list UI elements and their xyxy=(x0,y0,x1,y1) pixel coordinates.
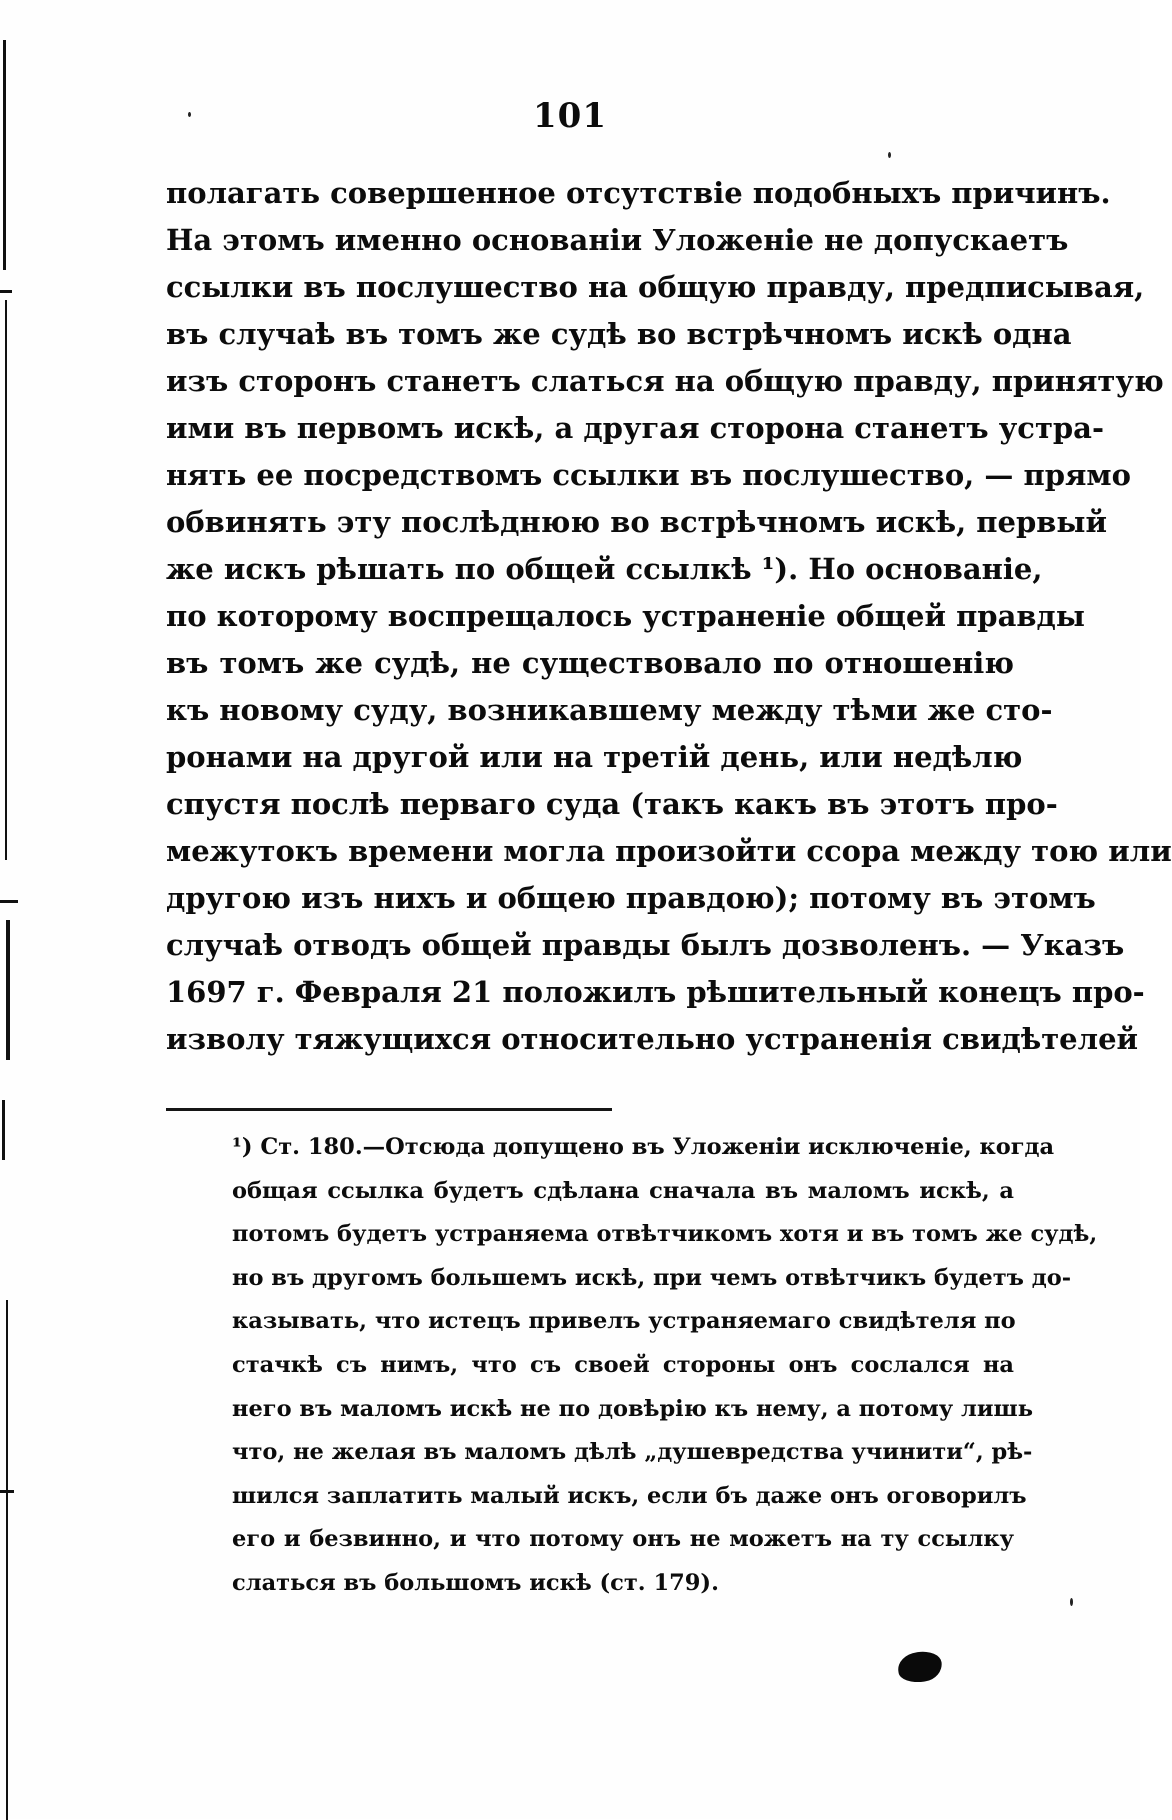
body-line: изъ сторонъ станетъ слаться на общую правду, принятую xyxy=(166,364,1164,398)
body-line: по которому воспрещалось устраненіе общей правды xyxy=(166,599,1085,633)
body-line: нять ее посредствомъ ссылки въ послушество, — прямо xyxy=(166,458,1131,492)
binding-edge-mark xyxy=(6,1300,8,1820)
binding-edge-mark xyxy=(0,290,12,293)
binding-edge-mark xyxy=(0,1490,14,1493)
binding-edge-mark xyxy=(5,300,7,860)
binding-edge-mark xyxy=(6,920,10,1060)
footnote-line: него въ маломъ искѣ не по довѣрію къ нему, а потому лишь xyxy=(232,1395,1033,1422)
body-line: случаѣ отводъ общей правды былъ дозволенъ. — Указъ xyxy=(166,928,1125,962)
body-line: другою изъ нихъ и общею правдою); потому въ этомъ xyxy=(166,881,1096,915)
body-line: ссылки въ послушество на общую правду, предписывая, xyxy=(166,270,1145,304)
body-line: ими въ первомъ искѣ, а другая сторона станетъ устра- xyxy=(166,411,1105,445)
ink-speck xyxy=(888,152,891,158)
ink-speck xyxy=(188,112,191,117)
footnote-line: но въ другомъ большемъ искѣ, при чемъ отвѣтчикъ будетъ до- xyxy=(232,1264,1072,1291)
ink-blot xyxy=(896,1649,944,1685)
body-line: ронами на другой или на третій день, или недѣлю xyxy=(166,740,1023,774)
body-line: На этомъ именно основаніи Уложеніе не допускаетъ xyxy=(166,223,1069,257)
body-line: спустя послѣ перваго суда (такъ какъ въ этотъ про- xyxy=(166,787,1058,821)
footnote-line: общая ссылка будетъ сдѣлана сначала въ маломъ искѣ, а xyxy=(232,1177,1014,1204)
ink-speck xyxy=(1070,1598,1073,1606)
body-line: обвинять эту послѣднюю во встрѣчномъ искѣ, первый xyxy=(166,505,1107,539)
body-line: въ томъ же судѣ, не существовало по отношенію xyxy=(166,646,1014,680)
footnote-block xyxy=(232,1126,1098,1606)
footnote-line: шился заплатить малый искъ, если бъ даже онъ оговорилъ xyxy=(232,1482,1027,1509)
footnote-line: стачкѣ съ нимъ, что съ своей стороны онъ сослался на xyxy=(232,1351,1014,1378)
footnote-line: потомъ будетъ устраняема отвѣтчикомъ хотя и въ томъ же судѣ, xyxy=(232,1221,1098,1248)
footnote-separator xyxy=(166,1108,612,1111)
body-line: межутокъ времени могла произойти ссора между тою или xyxy=(166,834,1172,868)
body-line: къ новому суду, возникавшему между тѣми же сто- xyxy=(166,693,1053,727)
footnote-line: ¹) Ст. 180.—Отсюда допущено въ Уложеніи исключеніе, когда xyxy=(232,1134,1055,1160)
footnote-line: его и безвинно, и что потому онъ не можетъ на ту ссылку xyxy=(232,1526,1014,1553)
body-line: въ случаѣ въ томъ же судѣ во встрѣчномъ искѣ одна xyxy=(166,317,1072,351)
binding-edge-mark xyxy=(2,1100,5,1160)
footnote-line: слаться въ большомъ искѣ (ст. 179). xyxy=(232,1569,719,1596)
binding-edge-mark xyxy=(0,900,18,903)
body-line: полагать совершенное отсутствіе подобныхъ причинъ. xyxy=(166,176,1111,210)
page-number: 101 xyxy=(533,96,607,136)
body-line: изволу тяжущихся относительно устраненія свидѣтелей xyxy=(166,1022,1139,1056)
body-text xyxy=(166,170,1172,1063)
footnote-line: что, не желая въ маломъ дѣлѣ „душевредства учинити“, рѣ- xyxy=(232,1439,1033,1466)
footnote-line: казывать, что истецъ привелъ устраняемаго свидѣтеля по xyxy=(232,1308,1016,1335)
body-line: 1697 г. Февраля 21 положилъ рѣшительный конецъ про- xyxy=(166,975,1145,1009)
body-line: же искъ рѣшать по общей ссылкѣ ¹). Но основаніе, xyxy=(166,552,1043,586)
binding-edge-mark xyxy=(3,40,6,270)
